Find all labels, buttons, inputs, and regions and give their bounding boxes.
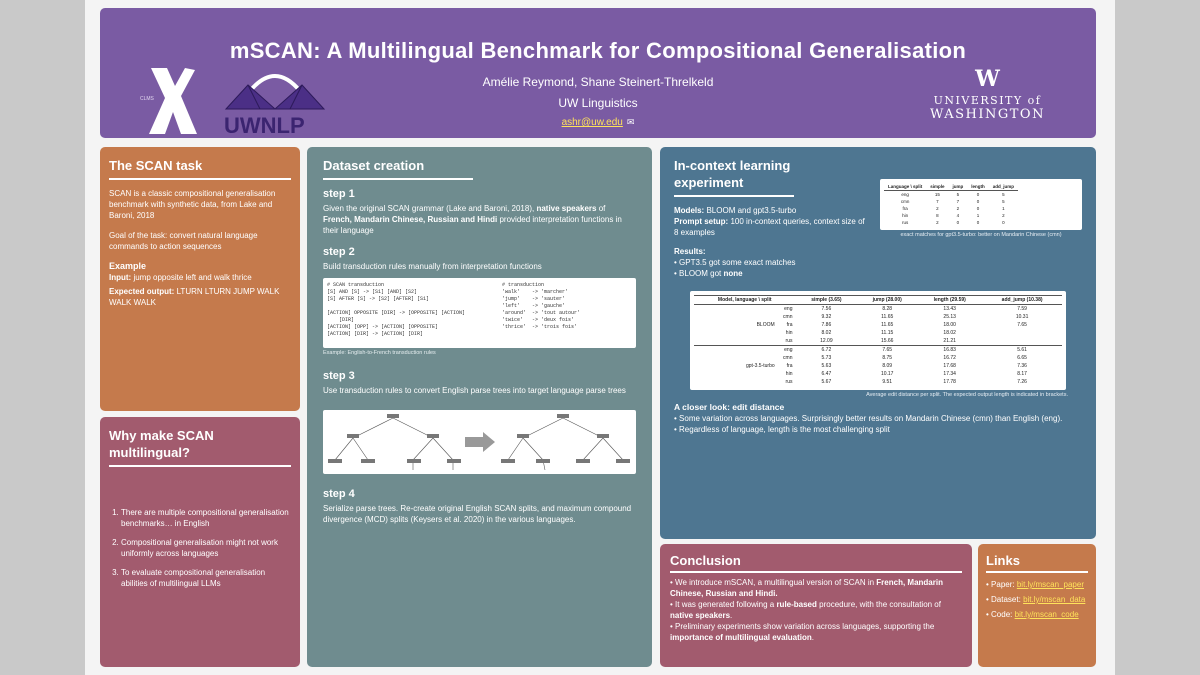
table-cell: 10.31 [1015, 314, 1029, 320]
table-cell: 0 [976, 199, 980, 204]
table-cell: 6.65 [1017, 355, 1027, 361]
icl-top-row [674, 157, 1082, 279]
table-cell: 13.43 [943, 306, 956, 312]
table-row [884, 219, 1018, 226]
table-row [694, 362, 1062, 370]
step3-text: Use transduction rules to convert English parse trees into target language parse trees [323, 386, 626, 395]
table-cell: 16.72 [943, 355, 956, 361]
table-cell: 18.00 [943, 322, 956, 328]
closer-look-title: A closer look: edit distance [674, 402, 785, 412]
code-link[interactable]: bit.ly/mscan_code [1014, 610, 1079, 619]
table-row [694, 329, 1062, 337]
language-code: rus [785, 338, 793, 344]
table-cell: 12.09 [820, 338, 833, 344]
table-cell: 5.61 [982, 346, 1062, 355]
language-code: fra [786, 322, 793, 328]
table-cell: 7 [936, 199, 939, 204]
step4-text: Serialize parse trees. Re-create original English SCAN splits, and maximum compound divergence (MCD) splits (Keysers et al. 2020) in the various languages. [323, 504, 632, 524]
table-cell: 0 [976, 220, 980, 225]
language-code: rus [785, 379, 793, 385]
table-cell: 0 [956, 220, 960, 225]
table-cell: 8.75 [882, 355, 893, 361]
email-link[interactable]: ashr@uw.edu [561, 117, 623, 128]
conclusion-list [670, 577, 962, 643]
table-cell: fra [902, 206, 908, 211]
scan-task-panel [100, 147, 300, 411]
list-item: • We introduce mSCAN, a multilingual version of SCAN in French, Mandarin Chinese, Russian and Hindi. [670, 577, 962, 599]
language-code: fra [786, 363, 793, 369]
exact-match-block [880, 179, 1082, 279]
results-label: Results: [674, 247, 706, 256]
link-dataset: • Dataset: bit.ly/mscan_data [986, 594, 1088, 605]
table-row [884, 212, 1018, 219]
uwnlp-logo [220, 65, 330, 137]
table-cell: cmn [900, 199, 910, 204]
divider [986, 571, 1088, 573]
table-cell: 15.66 [880, 338, 894, 344]
arrow-right-icon [465, 432, 495, 452]
closer-look-list [674, 413, 1082, 435]
table-cell: 5 [1002, 192, 1005, 197]
table-cell: 17.34 [943, 371, 956, 377]
table-cell: 7.65 [1017, 322, 1027, 328]
table-cell: 0 [976, 206, 980, 211]
table-header-cell: simple [926, 183, 948, 191]
table-row [694, 313, 1062, 321]
table-cell: 9.51 [882, 379, 893, 385]
table-cell [694, 321, 795, 329]
icl-experiment-panel [660, 147, 1096, 539]
uw-logo [925, 68, 1050, 132]
table-cell [694, 329, 795, 337]
edit-distance-table-box [690, 291, 1066, 390]
table-header-cell: add_jump (10.38) [982, 296, 1062, 305]
output-label: Expected output: [109, 287, 175, 296]
parse-tree-diagram [323, 410, 641, 474]
table-cell [694, 305, 795, 314]
table-cell: 7.65 [857, 346, 917, 355]
table-cell: 25.13 [943, 314, 956, 320]
scan-task-desc: SCAN is a classic compositional generalisation benchmark with synthetic data, from Lake and Baroni, 2018 [109, 189, 276, 220]
uwnlp-logo-text: UWNLP [224, 113, 305, 137]
language-code: eng [784, 306, 793, 312]
list-item: 3. To evaluate compositional generalisation abilities of multilingual LLMs [121, 567, 291, 589]
scan-task-goal: Goal of the task: convert natural language commands to action sequences [109, 231, 258, 251]
table-header-row [884, 183, 1018, 191]
table-row [694, 370, 1062, 378]
language-code: cmn [783, 314, 793, 320]
table-cell: 2 [936, 206, 939, 211]
table-cell: 17.78 [943, 379, 956, 385]
table-cell: 6.47 [821, 371, 832, 377]
transduction-rules-figure [323, 278, 636, 348]
table-cell [694, 378, 795, 386]
model-name: gpt-3.5-turbo [746, 363, 775, 369]
uw-logo-line2: WASHINGTON [930, 107, 1045, 122]
mail-icon: ✉ [626, 117, 635, 127]
poster-title: mSCAN: A Multilingual Benchmark for Compositional Generalisation [229, 38, 967, 63]
prompt-line: Prompt setup: 100 in-context queries, context size of 8 examples [674, 217, 865, 237]
table-cell: 11.65 [881, 314, 894, 320]
list-item: • BLOOM got none [674, 268, 870, 279]
links-title: Links [986, 553, 1020, 568]
results-list [674, 257, 870, 279]
input-value: jump opposite left and walk thrice [133, 273, 252, 282]
models-line: Models: BLOOM and gpt3.5-turbo [674, 206, 797, 215]
table-cell: 15 [934, 192, 940, 197]
table-cell [694, 346, 795, 355]
output-value: LTURN LTURN JUMP WALK WALK WALK [109, 287, 280, 307]
table-cell: 17.68 [943, 363, 956, 369]
table-cell [694, 354, 795, 362]
links-panel [978, 544, 1096, 667]
table-cell: 0 [976, 192, 980, 197]
table-cell [694, 337, 795, 346]
table-cell: 18.02 [943, 330, 956, 336]
clms-logo [137, 60, 207, 140]
code-left: # SCAN transduction [S] AND [S] -> [S1] [AND] [S2] [S] AFTER [S] -> [S2] [AFTER] [S1] [ACTION] OPPOSITE [DIR] -> [OPPOSITE] [ACTION] [DIR] [ACTION] [OPP] -> [ACTION] [OPPOSITE] [ACTION] [DIR] -> [ACTION] [DIR] [327, 282, 466, 337]
table-cell: 5.63 [821, 363, 832, 369]
step2-text: Build transduction rules manually from interpretation functions [323, 262, 542, 271]
divider [674, 195, 794, 197]
table-cell: 11.15 [881, 330, 894, 336]
table-row [694, 337, 1062, 346]
divider [109, 465, 291, 467]
conclusion-panel [660, 544, 972, 667]
step4-title: step 4 [323, 488, 355, 500]
links-list [986, 579, 1088, 620]
table-cell: eng [901, 192, 909, 197]
table-cell: 16.83 [917, 346, 982, 355]
table-header-cell: length [967, 183, 989, 191]
table-cell: 7 [956, 199, 960, 204]
language-code: hin [785, 330, 793, 336]
step1-title: step 1 [323, 188, 355, 200]
table-row [694, 321, 1062, 329]
divider [670, 571, 962, 573]
table-row [884, 205, 1018, 212]
table-cell: 8.28 [882, 306, 893, 312]
icl-title: In-context learning experiment [674, 158, 791, 190]
list-item: • Preliminary experiments show variation across languages, supporting the importance of multilingual evaluation. [670, 621, 962, 643]
table-header-cell: Model, language \ split [694, 296, 795, 305]
divider [109, 178, 291, 180]
table-cell: 21.21 [943, 338, 956, 344]
why-multilingual-panel [100, 417, 300, 667]
table-cell: 7.36 [1017, 363, 1027, 369]
table-row [694, 305, 1062, 314]
table-row [694, 378, 1062, 386]
table-cell: 8 [936, 213, 939, 218]
edit-distance-caption: Average edit distance per split. The expected output length is indicated in brackets. [866, 392, 1068, 398]
dataset-title: Dataset creation [323, 158, 425, 173]
table-row [884, 198, 1018, 205]
icl-intro [674, 157, 870, 279]
table-cell: 9.32 [821, 314, 832, 320]
step2-title: step 2 [323, 246, 355, 258]
exact-match-table-box [880, 179, 1082, 230]
list-item: • Regardless of language, length is the most challenging split [674, 424, 1082, 435]
table-cell: 8.17 [1017, 371, 1027, 377]
table-cell: 8.09 [882, 363, 893, 369]
table-row [884, 191, 1018, 199]
table-cell: 10.17 [880, 371, 894, 377]
table-cell: 7.59 [1017, 306, 1027, 312]
table-cell: 4 [956, 213, 960, 218]
affiliation: UW Linguistics [558, 96, 638, 110]
list-item: • Some variation across languages. Surprisingly better results on Mandarin Chinese (cmn) than English (eng). [674, 413, 1082, 424]
table-header-cell: Language \ split [884, 183, 926, 191]
table-cell: 11.65 [881, 322, 894, 328]
table-cell: 2 [936, 220, 939, 225]
table-cell [982, 329, 1062, 337]
table-cell: 7.86 [821, 322, 832, 328]
table-cell: rus [902, 220, 909, 225]
exact-match-table [884, 183, 1018, 226]
list-item: • It was generated following a rule-based procedure, with the consultation of native speakers. [670, 599, 962, 621]
table-header-cell: jump [949, 183, 968, 191]
uw-logo-line1: UNIVERSITY of [933, 94, 1042, 107]
link-code: • Code: bit.ly/mscan_code [986, 609, 1088, 620]
language-code: eng [784, 347, 793, 353]
table-cell: 1 [976, 213, 980, 218]
list-item: 2. Compositional generalisation might not work uniformly across languages [121, 537, 291, 559]
list-item: • GPT3.5 got some exact matches [674, 257, 870, 268]
why-list [109, 507, 291, 589]
code-right: # transduction 'walk' -> 'marcher' 'jump' -> 'sauter' 'left' -> 'gauche' 'around' -> 'tout autour' 'twice' -> 'deux fois' 'thrice' -> 'trois fois' [502, 282, 581, 330]
divider [323, 178, 473, 180]
table-cell: 5 [956, 192, 960, 197]
input-label: Input: [109, 273, 132, 282]
table-cell: 7.56 [821, 306, 832, 312]
table-cell [982, 337, 1062, 346]
table-header-row [694, 296, 1062, 305]
authors: Amélie Reymond, Shane Steinert-Threlkeld [482, 75, 714, 89]
table-cell [694, 313, 795, 321]
table-header-cell: add_jump [989, 183, 1018, 191]
table-cell: 5 [1002, 199, 1005, 204]
paper-link[interactable]: bit.ly/mscan_paper [1016, 580, 1084, 589]
table-cell [694, 370, 795, 378]
table-cell: 2 [1002, 213, 1005, 218]
link-paper: • Paper: bit.ly/mscan_paper [986, 579, 1088, 590]
example-output [109, 286, 291, 308]
conclusion-title: Conclusion [670, 553, 741, 568]
list-item: 1. There are multiple compositional generalisation benchmarks… in English [121, 507, 291, 529]
why-title: Why make SCAN multilingual? [109, 428, 214, 460]
step3-title: step 3 [323, 370, 355, 382]
table-header-cell: jump (28.00) [857, 296, 917, 305]
parse-tree-figure [323, 410, 636, 474]
uw-w-mark: W [975, 66, 1000, 92]
step2-caption: Example: English-to-French transduction rules [323, 350, 436, 356]
table-cell: 5.73 [821, 355, 832, 361]
clms-logo-text: CLMS [140, 96, 154, 102]
table-cell [694, 362, 795, 370]
table-header-cell: simple (3.65) [795, 296, 857, 305]
table-header-cell: length (29.59) [917, 296, 982, 305]
dataset-link[interactable]: bit.ly/mscan_data [1023, 595, 1086, 604]
model-name: BLOOM [756, 322, 775, 328]
table-row [694, 354, 1062, 362]
table-cell: hin [902, 213, 909, 218]
language-code: hin [785, 371, 793, 377]
example-input [109, 272, 291, 283]
table-cell: 5.67 [821, 379, 832, 385]
table-cell: 8.02 [821, 330, 832, 336]
table-row [694, 346, 1062, 355]
table-cell: 0 [1002, 220, 1005, 225]
scan-task-title: The SCAN task [109, 158, 203, 173]
language-code: cmn [783, 355, 793, 361]
step1-text: Given the original SCAN grammar (Lake and Baroni, 2018), native speakers of French, Mandarin Chinese, Russian and Hindi provided interpretation functions in their language [323, 204, 622, 235]
dataset-creation-panel [307, 147, 652, 667]
table-cell: 6.72 [795, 346, 857, 355]
table-cell: 1 [1002, 206, 1005, 211]
example-label: Example [109, 261, 147, 271]
exact-match-caption: exact matches for gpt3.5-turbo: better on Mandarin Chinese (cmn) [900, 232, 1062, 238]
table-cell: 7.26 [1017, 379, 1027, 385]
table-cell: 2 [956, 206, 960, 211]
edit-distance-table [694, 295, 1062, 386]
